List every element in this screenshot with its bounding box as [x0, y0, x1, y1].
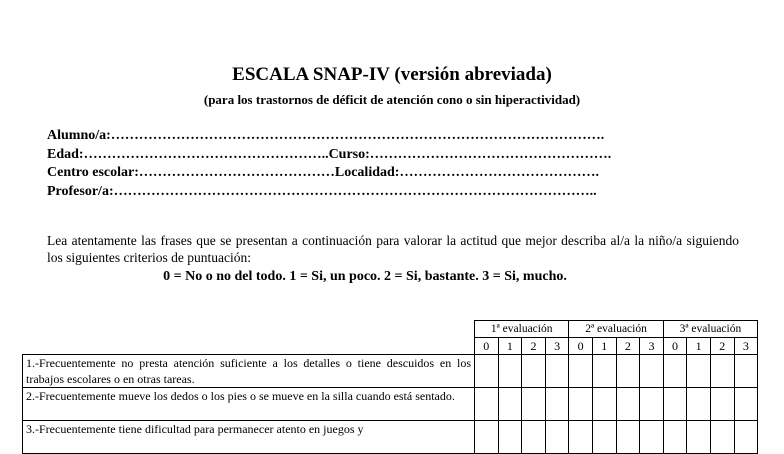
- score-header: 1: [687, 338, 711, 355]
- page-subtitle: (para los trastornos de déficit de atención cono o sin hiperactividad): [203, 92, 581, 107]
- student-name-field: Alumno/a:…………………………………………………………………………………………….: [47, 128, 605, 143]
- table-row: [23, 355, 758, 388]
- score-cell[interactable]: [734, 355, 758, 388]
- score-cell[interactable]: [640, 388, 664, 421]
- score-cell[interactable]: [522, 421, 546, 454]
- score-cell[interactable]: [687, 421, 711, 454]
- item-text: 2.-Frecuentemente mueve los dedos o los pies o se mueve en la silla cuando está sentado.: [23, 388, 475, 421]
- score-header: 1: [498, 338, 522, 355]
- item-text: 1.-Frecuentemente no presta atención suficiente a los detalles o tiene descuidos en los trabajos escolares o en otras tareas.: [23, 355, 475, 388]
- rating-table: [22, 320, 758, 454]
- score-cell[interactable]: [734, 421, 758, 454]
- score-header: 2: [710, 338, 734, 355]
- age-grade-field: Edad:……………………………………………..Curso:…………………………………………….: [47, 147, 612, 162]
- score-cell[interactable]: [640, 421, 664, 454]
- score-cell[interactable]: [569, 355, 593, 388]
- score-header: 2: [522, 338, 546, 355]
- school-locality-field: Centro escolar:……………………………………Localidad:…………………………………….: [47, 165, 599, 180]
- score-cell[interactable]: [663, 421, 687, 454]
- score-cell[interactable]: [640, 355, 664, 388]
- score-cell[interactable]: [616, 355, 640, 388]
- score-header: 0: [569, 338, 593, 355]
- score-header: 3: [545, 338, 569, 355]
- score-cell[interactable]: [687, 355, 711, 388]
- instructions-text: Lea atentamente las frases que se presentan a continuación para valorar la actitud que mejor describa al/a la niño/a siguiendo los siguientes criterios de puntuación:: [47, 233, 739, 265]
- teacher-field: Profesor/a:…………………………………………………………………………………………..: [47, 184, 597, 199]
- score-cell[interactable]: [592, 388, 616, 421]
- score-header: 2: [616, 338, 640, 355]
- score-cell[interactable]: [498, 421, 522, 454]
- score-cell[interactable]: [522, 355, 546, 388]
- eval-header-2: 2ª evaluación: [569, 321, 663, 338]
- score-cell[interactable]: [710, 388, 734, 421]
- score-cell[interactable]: [710, 355, 734, 388]
- table-row: [23, 421, 758, 454]
- score-cell[interactable]: [498, 355, 522, 388]
- score-cell[interactable]: [592, 355, 616, 388]
- score-cell[interactable]: [734, 388, 758, 421]
- score-cell[interactable]: [616, 421, 640, 454]
- score-cell[interactable]: [710, 421, 734, 454]
- score-cell[interactable]: [545, 355, 569, 388]
- table-row: [23, 388, 758, 421]
- score-cell[interactable]: [475, 355, 499, 388]
- score-cell[interactable]: [616, 388, 640, 421]
- score-cell[interactable]: [475, 388, 499, 421]
- score-cell[interactable]: [545, 388, 569, 421]
- score-cell[interactable]: [569, 388, 593, 421]
- score-header: 0: [663, 338, 687, 355]
- table-corner: [23, 321, 475, 338]
- score-header: 3: [734, 338, 758, 355]
- score-cell[interactable]: [663, 355, 687, 388]
- eval-header-1: 1ª evaluación: [475, 321, 569, 338]
- score-cell[interactable]: [687, 388, 711, 421]
- score-header: 0: [475, 338, 499, 355]
- page-title: ESCALA SNAP-IV (versión abreviada): [232, 64, 552, 85]
- score-cell[interactable]: [475, 421, 499, 454]
- score-cell[interactable]: [569, 421, 593, 454]
- item-text: 3.-Frecuentemente tiene dificultad para permanecer atento en juegos y: [23, 421, 475, 454]
- table-corner: [23, 338, 475, 355]
- score-cell[interactable]: [545, 421, 569, 454]
- score-header: 1: [592, 338, 616, 355]
- score-cell[interactable]: [663, 388, 687, 421]
- score-cell[interactable]: [592, 421, 616, 454]
- score-cell[interactable]: [498, 388, 522, 421]
- eval-header-3: 3ª evaluación: [663, 321, 757, 338]
- score-header: 3: [640, 338, 664, 355]
- scoring-scale: 0 = No o no del todo. 1 = Si, un poco. 2 = Si, bastante. 3 = Si, mucho.: [163, 269, 567, 284]
- score-cell[interactable]: [522, 388, 546, 421]
